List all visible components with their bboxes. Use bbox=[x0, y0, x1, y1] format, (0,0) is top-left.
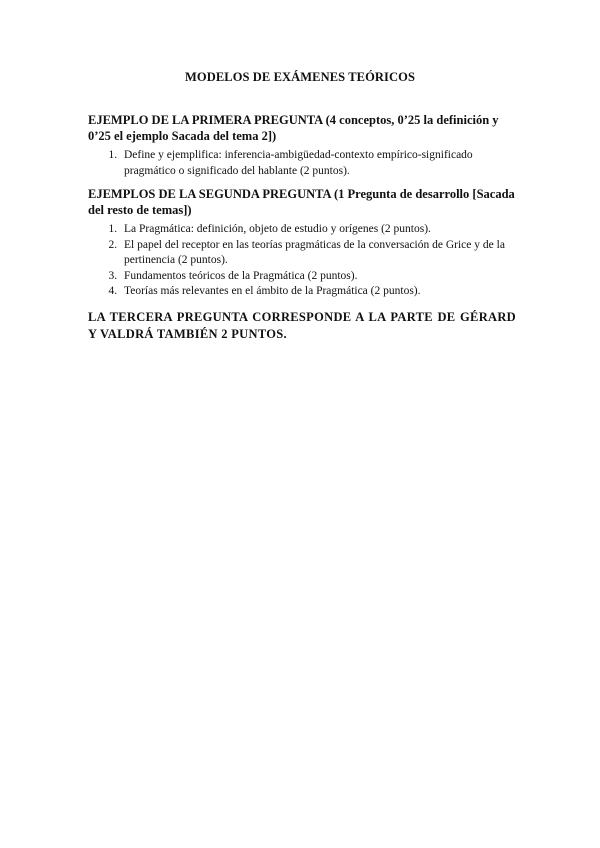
list-item: 1. La Pragmática: definición, objeto de estudio y orígenes (2 puntos). bbox=[120, 222, 516, 238]
section-second-question bbox=[88, 186, 516, 300]
question-list bbox=[88, 148, 516, 179]
list-item: 2. El papel del receptor en las teorías pragmáticas de la conversación de Grice y de la pertinencia (2 puntos). bbox=[120, 238, 516, 269]
section-heading: EJEMPLOS DE LA SEGUNDA PREGUNTA (1 Pregunta de desarrollo [Sacada del resto de temas]) bbox=[88, 187, 515, 217]
list-item: 1. Define y ejemplifica: inferencia-ambigüedad-contexto empírico-significado pragmático o significado del hablante (2 puntos). bbox=[120, 148, 516, 179]
final-note: LA TERCERA PREGUNTA CORRESPONDE A LA PARTE DE GÉRARD Y VALDRÁ TAMBIÉN 2 PUNTOS. bbox=[88, 310, 516, 341]
question-list bbox=[88, 222, 516, 300]
document-title: MODELOS DE EXÁMENES TEÓRICOS bbox=[184, 70, 416, 84]
list-item: 4. Teorías más relevantes en el ámbito de la Pragmática (2 puntos). bbox=[120, 284, 516, 300]
section-first-question bbox=[88, 112, 516, 179]
list-item: 3. Fundamentos teóricos de la Pragmática (2 puntos). bbox=[120, 269, 516, 285]
section-heading: EJEMPLO DE LA PRIMERA PREGUNTA (4 conceptos, 0’25 la definición y 0’25 el ejemplo Sacada del tema 2]) bbox=[88, 113, 499, 143]
